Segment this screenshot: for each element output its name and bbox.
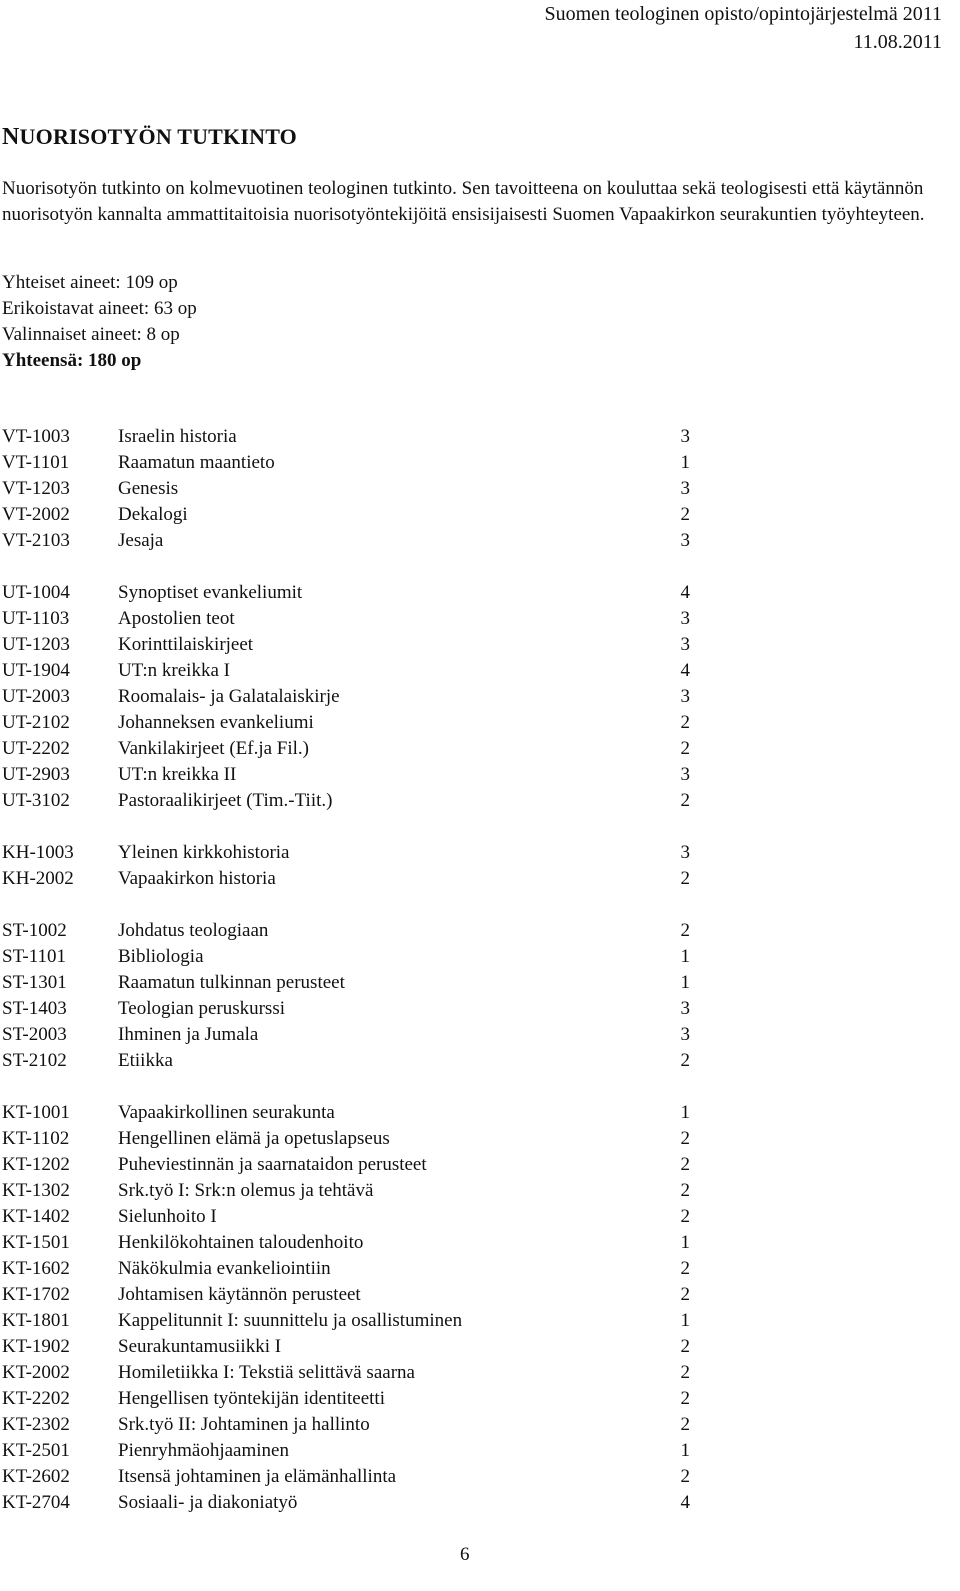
course-row xyxy=(2,424,702,450)
course-code: ST-2102 xyxy=(2,1050,67,1071)
course-group xyxy=(2,424,702,554)
course-code: KT-2202 xyxy=(2,1388,70,1409)
course-code: KT-1202 xyxy=(2,1154,70,1175)
course-row xyxy=(2,788,702,814)
course-credits: 1 xyxy=(680,1310,690,1331)
course-code: KT-2602 xyxy=(2,1466,70,1487)
course-group xyxy=(2,580,702,814)
course-credits: 3 xyxy=(680,634,690,655)
course-credits: 2 xyxy=(680,1180,690,1201)
course-name: Vapaakirkollinen seurakunta xyxy=(118,1102,335,1123)
course-row xyxy=(2,502,702,528)
course-name: Seurakuntamusiikki I xyxy=(118,1336,282,1357)
course-credits: 3 xyxy=(680,1024,690,1045)
course-name: Apostolien teot xyxy=(118,608,235,629)
course-name: Henkilökohtainen taloudenhoito xyxy=(118,1232,364,1253)
credits-summary xyxy=(2,270,197,374)
course-row xyxy=(2,1204,702,1230)
course-name: Puheviestinnän ja saarnataidon perusteet xyxy=(118,1154,427,1175)
course-code: ST-1403 xyxy=(2,998,67,1019)
credits-common: Yhteiset aineet: 109 op xyxy=(2,272,178,293)
course-code: ST-1101 xyxy=(2,946,67,967)
course-row xyxy=(2,1178,702,1204)
course-name: Raamatun tulkinnan perusteet xyxy=(118,972,345,993)
course-name: UT:n kreikka I xyxy=(118,660,230,681)
course-credits: 1 xyxy=(680,972,690,993)
course-code: KH-2002 xyxy=(2,868,74,889)
course-name: Sosiaali- ja diakoniatyö xyxy=(118,1492,298,1513)
course-credits: 2 xyxy=(680,738,690,759)
course-name: Johtamisen käytännön perusteet xyxy=(118,1284,361,1305)
course-credits: 2 xyxy=(680,1336,690,1357)
course-credits: 3 xyxy=(680,686,690,707)
course-row xyxy=(2,1490,702,1516)
course-row xyxy=(2,606,702,632)
course-code: VT-2002 xyxy=(2,504,70,525)
course-row xyxy=(2,970,702,996)
course-credits: 2 xyxy=(680,920,690,941)
course-code: UT-1004 xyxy=(2,582,70,603)
course-code: KT-2501 xyxy=(2,1440,70,1461)
course-code: UT-2202 xyxy=(2,738,70,759)
course-credits: 3 xyxy=(680,478,690,499)
course-credits: 3 xyxy=(680,764,690,785)
course-row xyxy=(2,684,702,710)
course-code: VT-1203 xyxy=(2,478,70,499)
course-code: UT-1904 xyxy=(2,660,70,681)
course-name: Raamatun maantieto xyxy=(118,452,275,473)
course-credits: 1 xyxy=(680,1232,690,1253)
title-first-letter: N xyxy=(2,124,20,150)
course-name: Pienryhmäohjaaminen xyxy=(118,1440,289,1461)
course-row xyxy=(2,866,702,892)
course-name: Vankilakirjeet (Ef.ja Fil.) xyxy=(118,738,309,759)
course-code: KT-2704 xyxy=(2,1492,70,1513)
course-credits: 2 xyxy=(680,1388,690,1409)
course-code: UT-1103 xyxy=(2,608,70,629)
course-row xyxy=(2,476,702,502)
course-name: Sielunhoito I xyxy=(118,1206,217,1227)
course-code: UT-2903 xyxy=(2,764,70,785)
course-name: Roomalais- ja Galatalaiskirje xyxy=(118,686,340,707)
course-row xyxy=(2,918,702,944)
course-credits: 2 xyxy=(680,1050,690,1071)
course-name: Yleinen kirkkohistoria xyxy=(118,842,290,863)
course-name: UT:n kreikka II xyxy=(118,764,237,785)
course-row xyxy=(2,944,702,970)
course-name: Ihminen ja Jumala xyxy=(118,1024,259,1045)
document-header xyxy=(544,0,942,56)
header-date: 11.08.2011 xyxy=(853,31,942,53)
course-credits: 4 xyxy=(680,582,690,603)
course-row xyxy=(2,996,702,1022)
course-code: ST-1002 xyxy=(2,920,67,941)
course-credits: 2 xyxy=(680,790,690,811)
course-code: KT-1402 xyxy=(2,1206,70,1227)
course-credits: 2 xyxy=(680,1466,690,1487)
credits-elective: Valinnaiset aineet: 8 op xyxy=(2,324,180,345)
title-rest: UORISOTYÖN TUTKINTO xyxy=(19,124,297,149)
course-name: Itsensä johtaminen ja elämänhallinta xyxy=(118,1466,397,1487)
course-row xyxy=(2,528,702,554)
course-name: Johanneksen evankeliumi xyxy=(118,712,314,733)
course-row xyxy=(2,1438,702,1464)
course-credits: 2 xyxy=(680,1154,690,1175)
course-list xyxy=(2,424,702,1542)
course-row xyxy=(2,840,702,866)
course-row xyxy=(2,580,702,606)
course-row xyxy=(2,632,702,658)
course-group xyxy=(2,840,702,892)
course-code: KT-1801 xyxy=(2,1310,70,1331)
course-row xyxy=(2,1334,702,1360)
course-credits: 2 xyxy=(680,1206,690,1227)
course-row xyxy=(2,1230,702,1256)
course-group xyxy=(2,1100,702,1516)
course-code: VT-1003 xyxy=(2,426,70,447)
page-title xyxy=(2,124,297,151)
course-row xyxy=(2,1282,702,1308)
course-name: Bibliologia xyxy=(118,946,204,967)
page-number: 6 xyxy=(460,1544,470,1565)
course-credits: 4 xyxy=(680,660,690,681)
course-row xyxy=(2,1152,702,1178)
course-row xyxy=(2,1100,702,1126)
course-code: UT-2102 xyxy=(2,712,70,733)
course-name: Hengellisen työntekijän identiteetti xyxy=(118,1388,385,1409)
course-code: KT-1501 xyxy=(2,1232,70,1253)
course-credits: 2 xyxy=(680,868,690,889)
course-name: Teologian peruskurssi xyxy=(118,998,286,1019)
course-credits: 3 xyxy=(680,998,690,1019)
course-credits: 2 xyxy=(680,1414,690,1435)
header-institution: Suomen teologinen opisto/opintojärjestelmä 2011 xyxy=(544,3,942,25)
course-code: VT-1101 xyxy=(2,452,70,473)
credits-specialized: Erikoistavat aineet: 63 op xyxy=(2,298,197,319)
course-name: Synoptiset evankeliumit xyxy=(118,582,303,603)
course-name: Kappelitunnit I: suunnittelu ja osallistuminen xyxy=(118,1310,463,1331)
course-name: Hengellinen elämä ja opetuslapseus xyxy=(118,1128,390,1149)
course-name: Jesaja xyxy=(118,530,164,551)
course-row xyxy=(2,736,702,762)
course-credits: 2 xyxy=(680,1258,690,1279)
course-credits: 2 xyxy=(680,504,690,525)
course-code: KT-1902 xyxy=(2,1336,70,1357)
course-row xyxy=(2,450,702,476)
course-code: KT-1602 xyxy=(2,1258,70,1279)
course-credits: 1 xyxy=(680,946,690,967)
course-credits: 3 xyxy=(680,608,690,629)
course-code: KT-2002 xyxy=(2,1362,70,1383)
course-credits: 4 xyxy=(680,1492,690,1513)
course-code: KT-1702 xyxy=(2,1284,70,1305)
course-credits: 2 xyxy=(680,712,690,733)
course-code: VT-2103 xyxy=(2,530,70,551)
course-code: UT-2003 xyxy=(2,686,70,707)
course-row xyxy=(2,658,702,684)
course-name: Johdatus teologiaan xyxy=(118,920,269,941)
course-row xyxy=(2,1022,702,1048)
course-name: Homiletiikka I: Tekstiä selittävä saarna xyxy=(118,1362,415,1383)
course-row xyxy=(2,1308,702,1334)
course-row xyxy=(2,710,702,736)
course-code: KH-1003 xyxy=(2,842,74,863)
course-code: KT-1102 xyxy=(2,1128,70,1149)
course-name: Srk.työ I: Srk:n olemus ja tehtävä xyxy=(118,1180,374,1201)
course-credits: 3 xyxy=(680,842,690,863)
course-credits: 2 xyxy=(680,1128,690,1149)
course-name: Vapaakirkon historia xyxy=(118,868,276,889)
course-row xyxy=(2,1386,702,1412)
course-name: Pastoraalikirjeet (Tim.-Tiit.) xyxy=(118,790,333,811)
course-code: KT-1302 xyxy=(2,1180,70,1201)
course-name: Srk.työ II: Johtaminen ja hallinto xyxy=(118,1414,370,1435)
course-group xyxy=(2,918,702,1074)
course-code: UT-1203 xyxy=(2,634,70,655)
course-row xyxy=(2,1048,702,1074)
course-credits: 1 xyxy=(680,452,690,473)
course-credits: 1 xyxy=(680,1102,690,1123)
course-code: ST-1301 xyxy=(2,972,67,993)
course-name: Dekalogi xyxy=(118,504,188,525)
course-code: ST-2003 xyxy=(2,1024,67,1045)
course-row xyxy=(2,1412,702,1438)
course-credits: 3 xyxy=(680,426,690,447)
course-code: UT-3102 xyxy=(2,790,70,811)
course-name: Etiikka xyxy=(118,1050,173,1071)
course-credits: 3 xyxy=(680,530,690,551)
course-credits: 2 xyxy=(680,1362,690,1383)
course-credits: 1 xyxy=(680,1440,690,1461)
course-code: KT-1001 xyxy=(2,1102,70,1123)
course-row xyxy=(2,1126,702,1152)
course-name: Korinttilaiskirjeet xyxy=(118,634,254,655)
course-code: KT-2302 xyxy=(2,1414,70,1435)
course-row xyxy=(2,762,702,788)
course-row xyxy=(2,1256,702,1282)
course-credits: 2 xyxy=(680,1284,690,1305)
course-name: Genesis xyxy=(118,478,179,499)
course-name: Israelin historia xyxy=(118,426,237,447)
course-row xyxy=(2,1360,702,1386)
course-name: Näkökulmia evankeliointiin xyxy=(118,1258,331,1279)
intro-paragraph: Nuorisotyön tutkinto on kolmevuotinen teologinen tutkinto. Sen tavoitteena on kouluttaa sekä teologisesti että käytännön nuorisotyön kannalta ammattitaitoisia nuorisotyöntekijöitä ensisijaisesti Suomen Vapaakirkon seurakuntien työyhteyteen. xyxy=(2,178,925,225)
course-row xyxy=(2,1464,702,1490)
credits-total: Yhteensä: 180 op xyxy=(2,350,142,371)
